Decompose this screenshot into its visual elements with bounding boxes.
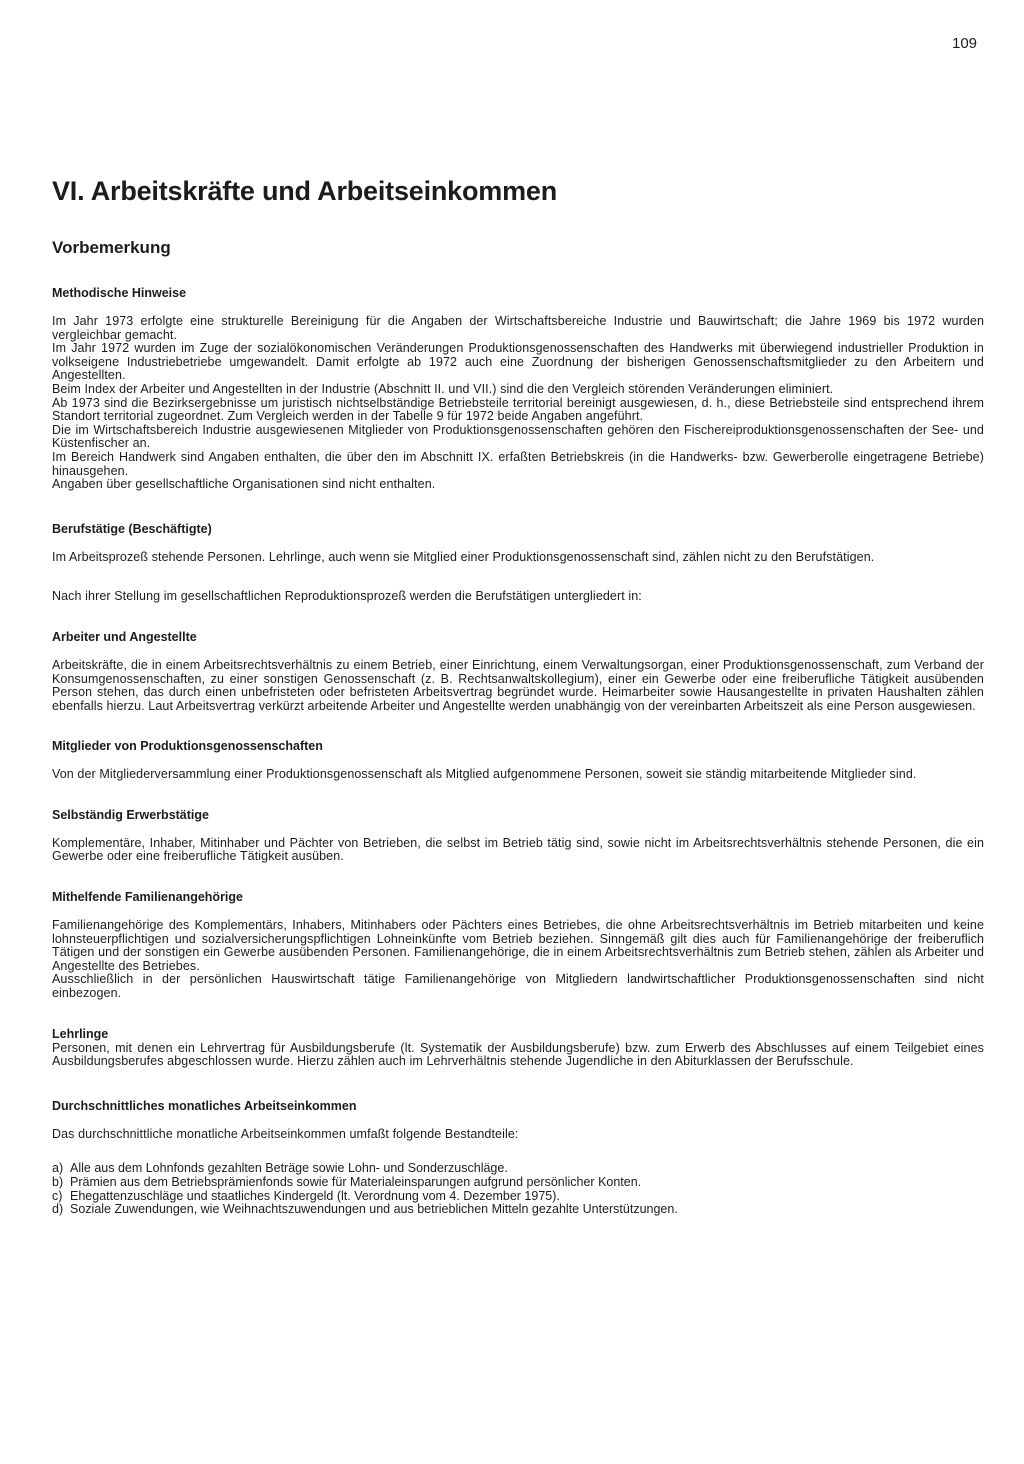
section-arbeitseinkommen xyxy=(52,1099,984,1217)
section-mithelfende xyxy=(52,890,984,1001)
section-heading: Arbeiter und Angestellte xyxy=(52,629,197,644)
paragraph: Im Jahr 1973 erfolgte eine strukturelle Bereinigung für die Angaben der Wirtschaftsbereiche Industrie und Bauwirtschaft; die Jahre 1969 bis 1972 wurden vergleichbar gemacht. xyxy=(52,314,984,342)
paragraph: Im Arbeitsprozeß stehende Personen. Lehrlinge, auch wenn sie Mitglied einer Produktionsgenossenschaft sind, zählen nicht zu den Berufstätigen. xyxy=(52,549,875,564)
section-heading: Methodische Hinweise xyxy=(52,286,187,300)
list-item-text: Soziale Zuwendungen, wie Weihnachtszuwendungen und aus betrieblichen Mitteln gezahlte Unterstützungen. xyxy=(70,1202,678,1217)
paragraph: Von der Mitgliederversammlung einer Produktionsgenossenschaft als Mitglied aufgenommene Personen, soweit sie ständig mitarbeitende Mitglieder sind. xyxy=(52,767,917,782)
paragraph: Nach ihrer Stellung im gesellschaftlichen Reproduktionsprozeß werden die Berufstätigen untergliedert in: xyxy=(52,589,642,604)
paragraph: Das durchschnittliche monatliche Arbeitseinkommen umfaßt folgende Bestandteile: xyxy=(52,1126,519,1141)
paragraph: Arbeitskräfte, die in einem Arbeitsrechtsverhältnis zu einem Betrieb, einer Einrichtung, einem Verwaltungsorgan, einer Produktionsgenossenschaft, zum Verband der Konsumgenossenschaften, zu einer sonstigen Genossenschaft (z. B. Rechtsanwaltskollegium), einer ein Gewerbe oder eine freiberufliche Tätigkeit ausübenden Person stehen, das durch einen unbefristeten oder befristeten Arbeitsvertrag begründet wurde. Heimarbeiter sowie Hausangestellte in privaten Haushalten zählen ebenfalls hierzu. Laut Arbeitsvertrag verkürzt arbeitende Arbeiter und Angestellte werden unabhängig von der vereinbarten Arbeitszeit als eine Person ausgewiesen. xyxy=(52,657,984,713)
list-item-text: Alle aus dem Lohnfonds gezahlten Beträge sowie Lohn- und Sonderzuschläge. xyxy=(70,1161,508,1176)
list-item-text: Prämien aus dem Betriebsprämienfonds sowie für Materialeinsparungen aufgrund persönlicher Konten. xyxy=(70,1175,642,1189)
list-item xyxy=(52,1162,984,1176)
list-item xyxy=(52,1190,984,1204)
section-methodische-hinweise xyxy=(52,286,984,492)
paragraph: Angaben über gesellschaftliche Organisationen sind nicht enthalten. xyxy=(52,477,436,492)
section-heading: Mitglieder von Produktionsgenossenschaften xyxy=(52,739,323,754)
paragraph: Die im Wirtschaftsbereich Industrie ausgewiesenen Mitglieder von Produktionsgenossenschaften gehören den Fischereiproduktionsgenossenschaften der See- und Küstenfischer an. xyxy=(52,422,984,451)
list-marker: b) xyxy=(52,1175,64,1189)
section-heading: Lehrlinge xyxy=(52,1026,109,1041)
chapter-title: VI. Arbeitskräfte und Arbeitseinkommen xyxy=(52,176,558,206)
paragraph: Beim Index der Arbeiter und Angestellten in der Industrie (Abschnitt II. und VII.) sind die den Vergleich störenden Veränderungen eliminiert. xyxy=(52,381,834,396)
paragraph: Familienangehörige des Komplementärs, Inhabers, Mitinhabers oder Pächters eines Betriebes, die ohne Arbeitsrechtsverhältnis im Betrieb mitarbeiten und keine lohnsteuerpflichtigen und sozialversicherungspflichtigen Lohneinkünfte vom Betrieb beziehen. Sinngemäß gilt dies auch für Familienangehörige der freiberuflich Tätigen und der sonstigen ein Gewerbe ausübenden Personen. Familienangehörige, die in einem Arbeitsrechtsverhältnis zum Betrieb stehen, zählen als Arbeiter und Angestellte des Betriebes. xyxy=(52,918,984,973)
document-body xyxy=(52,286,984,1217)
section-berufstaetige xyxy=(52,522,984,604)
component-list xyxy=(52,1162,984,1216)
section-heading: Durchschnittliches monatliches Arbeitseinkommen xyxy=(52,1098,357,1113)
paragraph: Personen, mit denen ein Lehrvertrag für Ausbildungsberufe (lt. Systematik der Ausbildungsberufe) bzw. zum Erwerb des Abschlusses auf einem Teilgebiet eines Ausbildungsberufes abgeschlossen wurde. Hierzu zählen auch im Lehrverhältnis stehende Jugendliche in den Abiturklassen der Berufsschule. xyxy=(52,1040,984,1069)
list-item-text: Ehegattenzuschläge und staatliches Kindergeld (lt. Verordnung vom 4. Dezember 1975). xyxy=(70,1188,560,1203)
paragraph: Komplementäre, Inhaber, Mitinhaber und Pächter von Betrieben, die selbst im Betrieb tätig sind, sowie nicht im Arbeitsrechtsverhältnis stehende Personen, die ein Gewerbe oder eine freiberufliche Tätigkeit ausüben. xyxy=(52,835,984,864)
list-marker: c) xyxy=(52,1188,63,1203)
page-number: 109 xyxy=(952,35,978,52)
list-marker: d) xyxy=(52,1202,64,1217)
section-arbeiter-angestellte xyxy=(52,630,984,713)
paragraph: Ab 1973 sind die Bezirksergebnisse um juristisch nichtselbständige Betriebsteile territorial bereinigt ausgewiesen, d. h., diese Betriebsteile sind entsprechend ihrem Standort territorial zugeordnet. Zum Vergleich werden in der Tabelle 9 für 1972 beide Angaben angeführt. xyxy=(52,395,984,424)
section-heading: Selbständig Erwerbstätige xyxy=(52,807,209,822)
section-heading: Mithelfende Familienangehörige xyxy=(52,890,243,905)
section-subtitle: Vorbemerkung xyxy=(52,238,171,257)
paragraph: Ausschließlich in der persönlichen Hauswirtschaft tätige Familienangehörige von Mitgliedern landwirtschaftlicher Produktionsgenossenschaften sind nicht einbezogen. xyxy=(52,972,984,1001)
list-item xyxy=(52,1203,984,1217)
section-mitglieder xyxy=(52,739,984,782)
paragraph: Im Bereich Handwerk sind Angaben enthalten, die über den im Abschnitt IX. erfaßten Betriebskreis (in die Handwerks- bzw. Gewerberolle eingetragene Betriebe) hinausgehen. xyxy=(52,449,984,478)
section-heading: Berufstätige (Beschäftigte) xyxy=(52,521,212,536)
list-item xyxy=(52,1176,984,1190)
section-selbstaendig xyxy=(52,808,984,864)
paragraph: Im Jahr 1972 wurden im Zuge der sozialökonomischen Veränderungen Produktionsgenossenschaften des Handwerks mit überwiegend industrieller Produktion in volkseigene Industriebetriebe umgewandelt. Damit erfolgte ab 1972 auch eine Zuordnung der bisherigen Genossenschaftsmitglieder zu den Arbeitern und Angestellten. xyxy=(52,341,984,383)
list-marker: a) xyxy=(52,1161,64,1176)
section-lehrlinge xyxy=(52,1027,984,1069)
